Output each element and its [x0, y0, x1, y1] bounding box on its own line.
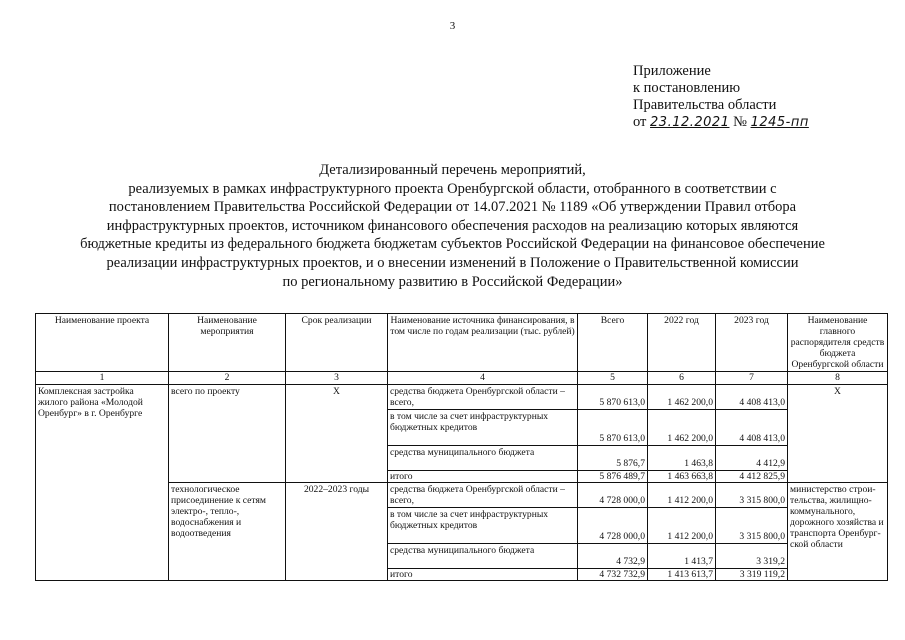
- title-line: Детализированный перечень мероприятий,: [319, 162, 586, 178]
- total-cell: 4 732,9: [578, 544, 648, 569]
- total-cell: 5 870 613,0: [578, 410, 648, 446]
- year-2022-cell: 1 462 200,0: [648, 385, 716, 410]
- appendix-number: 1245-пп: [750, 115, 809, 130]
- title-line: реализуемых в рамках инфраструктурного проекта Оренбургской области, отобранного в соответствии с: [128, 180, 777, 197]
- page-number: 3: [449, 20, 456, 32]
- manager-cell: министерство строи-тельства, жилищно-коммунального, дорожного хозяйства и транспорта Оренбург-ской области: [788, 483, 888, 581]
- header-cell: Наименование источника финансирования, в том числе по годам реализации (тыс. рублей): [388, 314, 578, 372]
- appendix-block: [633, 63, 809, 131]
- header-cell: Наименование проекта: [36, 314, 169, 372]
- appendix-number-label: №: [733, 114, 747, 130]
- year-2023-cell: 3 315 800,0: [716, 483, 788, 508]
- column-number: 6: [648, 372, 716, 385]
- header-cell: Наименование мероприятия: [169, 314, 286, 372]
- manager-cell: Х: [788, 385, 888, 483]
- year-2023-cell: 4 408 413,0: [716, 410, 788, 446]
- year-2022-cell: 1 412 200,0: [648, 483, 716, 508]
- total-cell: 4 732 732,9: [578, 569, 648, 581]
- header-cell: Наименование главного распорядителя средств бюджета Оренбургской области: [788, 314, 888, 372]
- title-line: бюджетные кредиты из федерального бюджета бюджетам субъектов Российской Федерации на финансовое обеспечение: [80, 236, 825, 253]
- appendix-from-label: от: [633, 114, 647, 130]
- column-number: 4: [388, 372, 578, 385]
- title-line: инфраструктурных проектов, источником финансового обеспечения расходов на реализацию которых являются: [106, 217, 799, 234]
- appendix-line-4: [633, 114, 809, 131]
- column-number: 1: [36, 372, 169, 385]
- year-2022-cell: 1 413,7: [648, 544, 716, 569]
- total-cell: 5 876 489,7: [578, 471, 648, 483]
- year-2023-cell: 4 412,9: [716, 446, 788, 471]
- source-cell: средства муниципального бюджета: [388, 446, 578, 471]
- year-2023-cell: 3 319 119,2: [716, 569, 788, 581]
- column-number: 3: [286, 372, 388, 385]
- total-cell: 4 728 000,0: [578, 483, 648, 508]
- year-2023-cell: 4 412 825,9: [716, 471, 788, 483]
- activity-cell: всего по проекту: [169, 385, 286, 483]
- column-number: 7: [716, 372, 788, 385]
- source-cell: средства бюджета Оренбургской области – всего,: [388, 385, 578, 410]
- appendix-line-3: Правительства области: [633, 97, 777, 113]
- document-title: [40, 161, 865, 291]
- header-cell: 2022 год: [648, 314, 716, 372]
- term-cell: 2022–2023 годы: [286, 483, 388, 581]
- year-2023-cell: 3 319,2: [716, 544, 788, 569]
- year-2022-cell: 1 412 200,0: [648, 508, 716, 544]
- column-number: 2: [169, 372, 286, 385]
- project-name-cell: Комплексная застройка жилого района «Молодой Оренбург» в г. Оренбурге: [36, 385, 169, 581]
- year-2022-cell: 1 462 200,0: [648, 410, 716, 446]
- appendix-line-1: Приложение: [633, 63, 711, 79]
- source-cell: итого: [388, 471, 578, 483]
- source-cell: средства муниципального бюджета: [388, 544, 578, 569]
- source-cell: в том числе за счет инфраструктурных бюджетных кредитов: [388, 410, 578, 446]
- year-2023-cell: 4 408 413,0: [716, 385, 788, 410]
- appendix-date: 23.12.2021: [650, 115, 730, 130]
- total-cell: 5 876,7: [578, 446, 648, 471]
- year-2022-cell: 1 413 613,7: [648, 569, 716, 581]
- term-cell: Х: [286, 385, 388, 483]
- table-row: [36, 385, 888, 410]
- title-line: реализации инфраструктурных проектов, и о внесении изменений в Положение о Правительственной комиссии: [106, 254, 799, 271]
- year-2022-cell: 1 463 663,8: [648, 471, 716, 483]
- header-cell: Срок реализации: [286, 314, 388, 372]
- source-cell: в том числе за счет инфраструктурных бюджетных кредитов: [388, 508, 578, 544]
- total-cell: 5 870 613,0: [578, 385, 648, 410]
- year-2023-cell: 3 315 800,0: [716, 508, 788, 544]
- column-number: 5: [578, 372, 648, 385]
- column-number-row: [36, 372, 888, 385]
- appendix-line-2: к постановлению: [633, 80, 741, 96]
- source-cell: итого: [388, 569, 578, 581]
- column-number: 8: [788, 372, 888, 385]
- title-line: постановлением Правительства Российской Федерации от 14.07.2021 № 1189 «Об утверждении Правил отбора: [108, 199, 797, 216]
- title-line: по региональному развитию в Российской Федерации»: [282, 273, 623, 290]
- activity-cell: технологическое присоединение к сетям электро-, тепло-, водоснабжения и водоотведения: [169, 483, 286, 581]
- activities-table: [35, 313, 888, 581]
- total-cell: 4 728 000,0: [578, 508, 648, 544]
- header-cell: 2023 год: [716, 314, 788, 372]
- year-2022-cell: 1 463,8: [648, 446, 716, 471]
- source-cell: средства бюджета Оренбургской области – всего,: [388, 483, 578, 508]
- header-cell: Всего: [578, 314, 648, 372]
- header-row: [36, 314, 888, 372]
